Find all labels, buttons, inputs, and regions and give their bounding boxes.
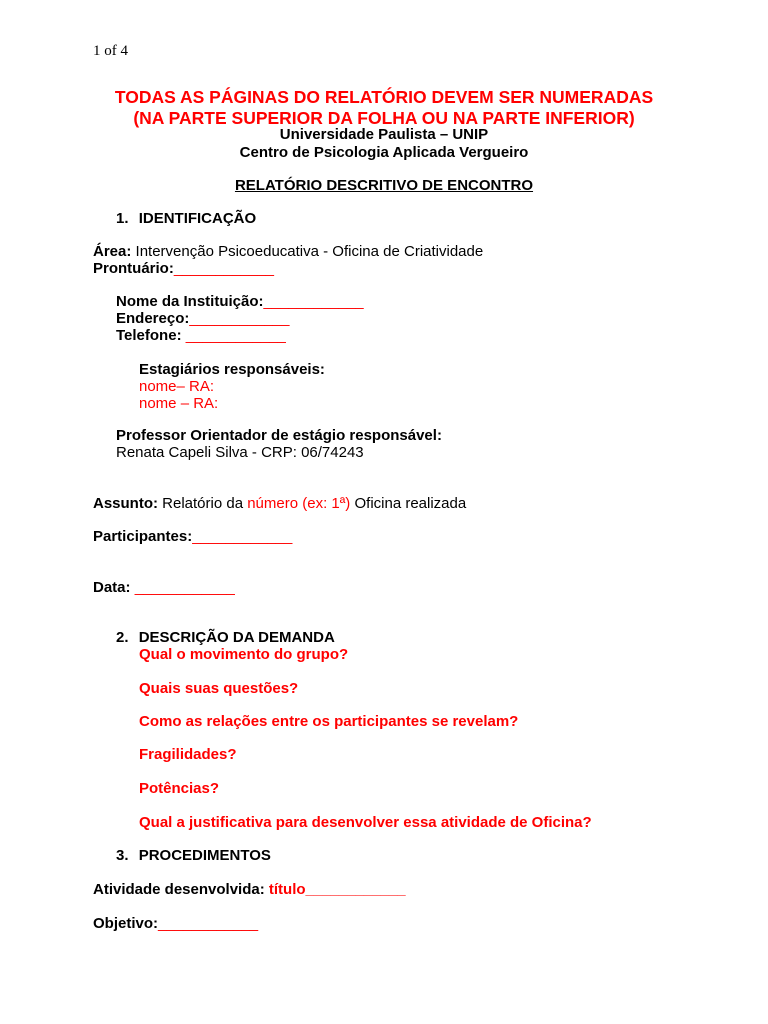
question-2: Quais suas questões? (139, 680, 299, 697)
university-name: Universidade Paulista – UNIP (279, 126, 489, 143)
assunto-label: Assunto: (93, 495, 158, 512)
data-blank: ____________ (134, 579, 235, 596)
page-number: 1 of 4 (93, 43, 128, 59)
objetivo-label: Objetivo: (93, 915, 159, 932)
assunto-line (93, 495, 466, 512)
assunto-post: Oficina realizada (350, 495, 467, 512)
estagiarios-label: Estagiários responsáveis: (139, 361, 325, 378)
participantes-label: Participantes: (93, 528, 193, 545)
section2-heading (116, 629, 335, 646)
endereco-label: Endereço: (116, 310, 190, 327)
estagiario-2: nome – RA: (139, 395, 219, 412)
assunto-pre: Relatório da (158, 495, 248, 512)
participantes-line (93, 528, 292, 545)
question-6: Qual a justificativa para desenvolver essa atividade de Oficina? (139, 814, 592, 831)
atividade-title: título____________ (268, 881, 406, 898)
professor-label: Professor Orientador de estágio responsável: (116, 427, 442, 444)
prontuario-line (93, 260, 274, 277)
section1-title: IDENTIFICAÇÃO (138, 210, 257, 227)
section3-heading (116, 847, 271, 864)
assunto-number: número (ex: 1ª) (247, 495, 351, 512)
endereco-blank: ____________ (189, 310, 290, 327)
report-title: RELATÓRIO DESCRITIVO DE ENCONTRO (234, 177, 534, 194)
question-3: Como as relações entre os participantes se revelam? (139, 713, 519, 730)
instituicao-line (116, 293, 364, 310)
section1-number: 1. (116, 210, 129, 227)
prontuario-label: Prontuário: (93, 260, 174, 277)
section1-heading (116, 210, 256, 227)
telefone-line (116, 327, 286, 344)
instituicao-blank: ____________ (263, 293, 364, 310)
numbering-notice-line2: (NA PARTE SUPERIOR DA FOLHA OU NA PARTE INFERIOR) (133, 108, 635, 128)
estagiario-1: nome– RA: (139, 378, 215, 395)
area-line (93, 243, 483, 260)
data-label: Data: (93, 579, 135, 596)
section3-title: PROCEDIMENTOS (138, 847, 271, 864)
center-name: Centro de Psicologia Aplicada Vergueiro (239, 144, 529, 161)
section2-number: 2. (116, 629, 129, 646)
atividade-line (93, 881, 406, 898)
professor-value: Renata Capeli Silva - CRP: 06/74243 (116, 444, 364, 461)
area-label: Área: (93, 243, 132, 260)
section3-number: 3. (116, 847, 129, 864)
question-4: Fragilidades? (139, 746, 237, 763)
prontuario-blank: ____________ (173, 260, 274, 277)
objetivo-line (93, 915, 258, 932)
endereco-line (116, 310, 289, 327)
numbering-notice-line1: TODAS AS PÁGINAS DO RELATÓRIO DEVEM SER NUMERADAS (114, 87, 654, 107)
instituicao-label: Nome da Instituição: (116, 293, 264, 310)
atividade-label: Atividade desenvolvida: (93, 881, 269, 898)
data-line (93, 579, 235, 596)
objetivo-blank: ____________ (158, 915, 259, 932)
question-1: Qual o movimento do grupo? (139, 646, 349, 663)
question-5: Potências? (139, 780, 220, 797)
telefone-blank: ____________ (185, 327, 286, 344)
area-value: Intervenção Psicoeducativa - Oficina de Criatividade (131, 243, 484, 260)
section2-title: DESCRIÇÃO DA DEMANDA (138, 629, 335, 646)
telefone-label: Telefone: (116, 327, 186, 344)
participantes-blank: ____________ (192, 528, 293, 545)
